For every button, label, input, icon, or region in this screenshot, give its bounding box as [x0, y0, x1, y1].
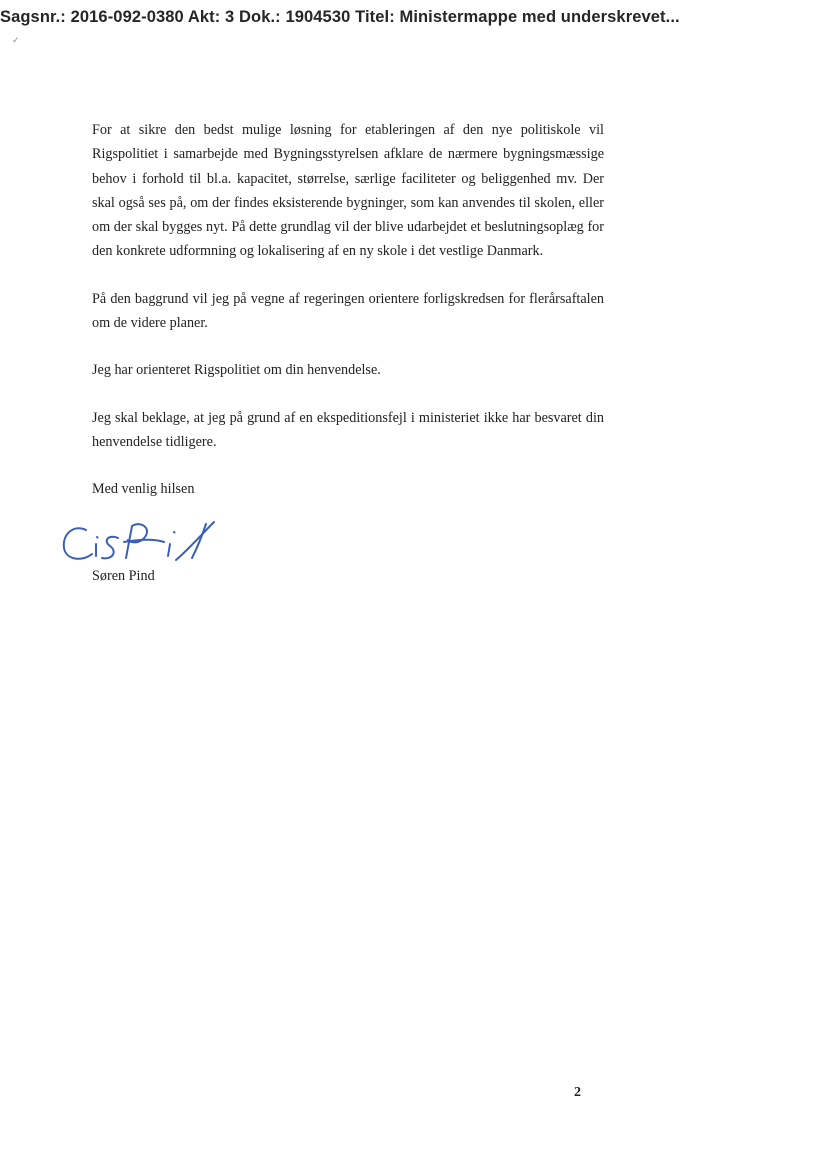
letter-paragraph-2: På den baggrund vil jeg på vegne af regeringen orientere forligskredsen for flerårsaftalen om de videre planer.: [92, 290, 604, 332]
letter-paragraph-1: For at sikre den bedst mulige løsning for etableringen af den nye politiskole vil Rigspolitiet i samarbejde med Bygningsstyrelsen afklare de nærmere bygningsmæssige behov i forhold til bl.a. kapacitet, størrelse, særlige faciliteter og beliggenhed mv. Der skal også ses på, om der findes eksisterende bygninger, som kan anvendes til skolen, eller om der skal bygges nyt. På dette grundlag vil der blive udarbejdet et beslutningsoplæg for den konkrete udformning og lokalisering af en ny skole i det vestlige Danmark.: [92, 122, 604, 260]
page-number: 2: [574, 1085, 581, 1100]
closing-phrase: Med venlig hilsen: [92, 481, 195, 498]
letter-paragraph-3: Jeg har orienteret Rigspolitiet om din henvendelse.: [92, 362, 381, 379]
signer-name: Søren Pind: [92, 568, 155, 584]
document-header: Sagsnr.: 2016-092-0380 Akt: 3 Dok.: 1904530 Titel: Ministermappe med underskrevet...: [0, 8, 680, 26]
letter-paragraph-4: Jeg skal beklage, at jeg på grund af en ekspeditionsfejl i ministeriet ikke har besvaret din henvendelse tidligere.: [92, 409, 604, 450]
handwritten-signature: [56, 512, 226, 570]
letter-body: [92, 118, 604, 502]
scan-mark-icon: ✓: [12, 36, 20, 46]
